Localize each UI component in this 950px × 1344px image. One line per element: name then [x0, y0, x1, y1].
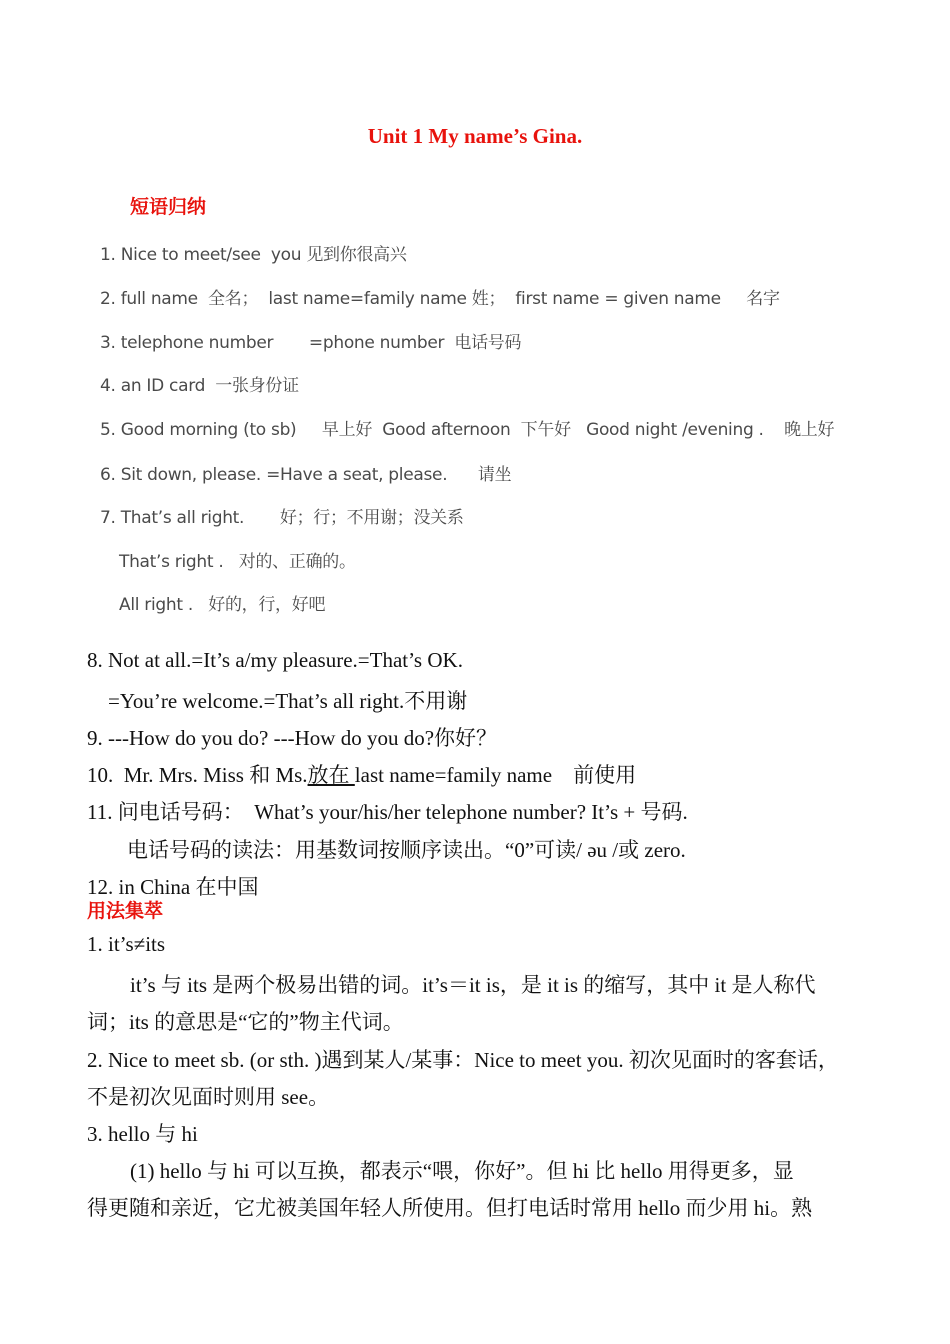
phrase-item-5: 5. Good morning (to sb) 早上好 Good afternoon 下午好 Good night /evening . 晚上好 [100, 420, 835, 440]
phrase-item-7: 7. That’s all right. 好；行；不用谢；没关系 [100, 508, 464, 528]
usage-item-2-line-2: 不是初次见面时则用 see。 [87, 1085, 330, 1109]
phrase-item-10 [87, 759, 636, 789]
phrase-item-11-cont: 电话号码的读法：用基数词按顺序读出。“0”可读/ əu /或 zero. [127, 838, 686, 862]
usage-item-1-title: 1. it’s≠its [87, 932, 166, 956]
phrase-item-9: 9. ---How do you do? ---How do you do?你好？ [87, 726, 498, 750]
usage-item-1-line-1: it’s 与 its 是两个极易出错的词。it’s＝it is，是 it is 的缩写，其中 it 是人称代 [130, 973, 816, 997]
phrase-item-6: 6. Sit down, please. =Have a seat, please. 请坐 [100, 465, 512, 485]
document-title: Unit 1 My name’s Gina. [367, 124, 583, 148]
phrase-item-2: 2. full name 全名； last name=family name 姓； first name = given name 名字 [100, 289, 780, 309]
phrase-item-12: 12. in China 在中国 [87, 875, 259, 899]
phrase-item-1: 1. Nice to meet/see you 见到你很高兴 [100, 245, 407, 265]
usage-item-3-line-1: (1) hello 与 hi 可以互换，都表示“喂，你好”。但 hi 比 hello 用得更多，显 [130, 1159, 794, 1183]
usage-item-3-title: 3. hello 与 hi [87, 1122, 198, 1146]
phrase-item-3: 3. telephone number =phone number 电话号码 [100, 333, 522, 353]
usage-item-2-line-1: 2. Nice to meet sb. (or sth. )遇到某人/某事：Nice to meet you. 初次见面时的客套话， [87, 1048, 839, 1072]
phrase-item-7-sub-1: That’s right . 对的、正确的。 [119, 552, 356, 572]
phrase-item-8: 8. Not at all.=It’s a/my pleasure.=That’s OK. [87, 648, 463, 672]
phrase-item-10-a: 10. Mr. Mrs. Miss 和 Ms. [87, 763, 308, 787]
usage-item-3-line-2: 得更随和亲近，它尤被美国年轻人所使用。但打电话时常用 hello 而少用 hi。熟 [87, 1196, 813, 1220]
phrase-item-4: 4. an ID card 一张身份证 [100, 376, 299, 396]
phrase-item-7-sub-2: All right . 好的，行，好吧 [119, 595, 326, 615]
usage-item-1-line-2: 词；its 的意思是“它的”物主代词。 [87, 1010, 404, 1034]
phrase-item-10-underlined: 放在 [307, 763, 355, 787]
usage-heading: 用法集萃 [87, 900, 164, 922]
phrase-item-11: 11. 问电话号码： What’s your/his/her telephone number? It’s + 号码. [87, 800, 688, 824]
phrase-item-10-b: last name=family name 前使用 [354, 763, 637, 787]
phrases-heading: 短语归纳 [130, 196, 207, 218]
phrase-item-8-cont: =You’re welcome.=That’s all right.不用谢 [108, 689, 468, 713]
